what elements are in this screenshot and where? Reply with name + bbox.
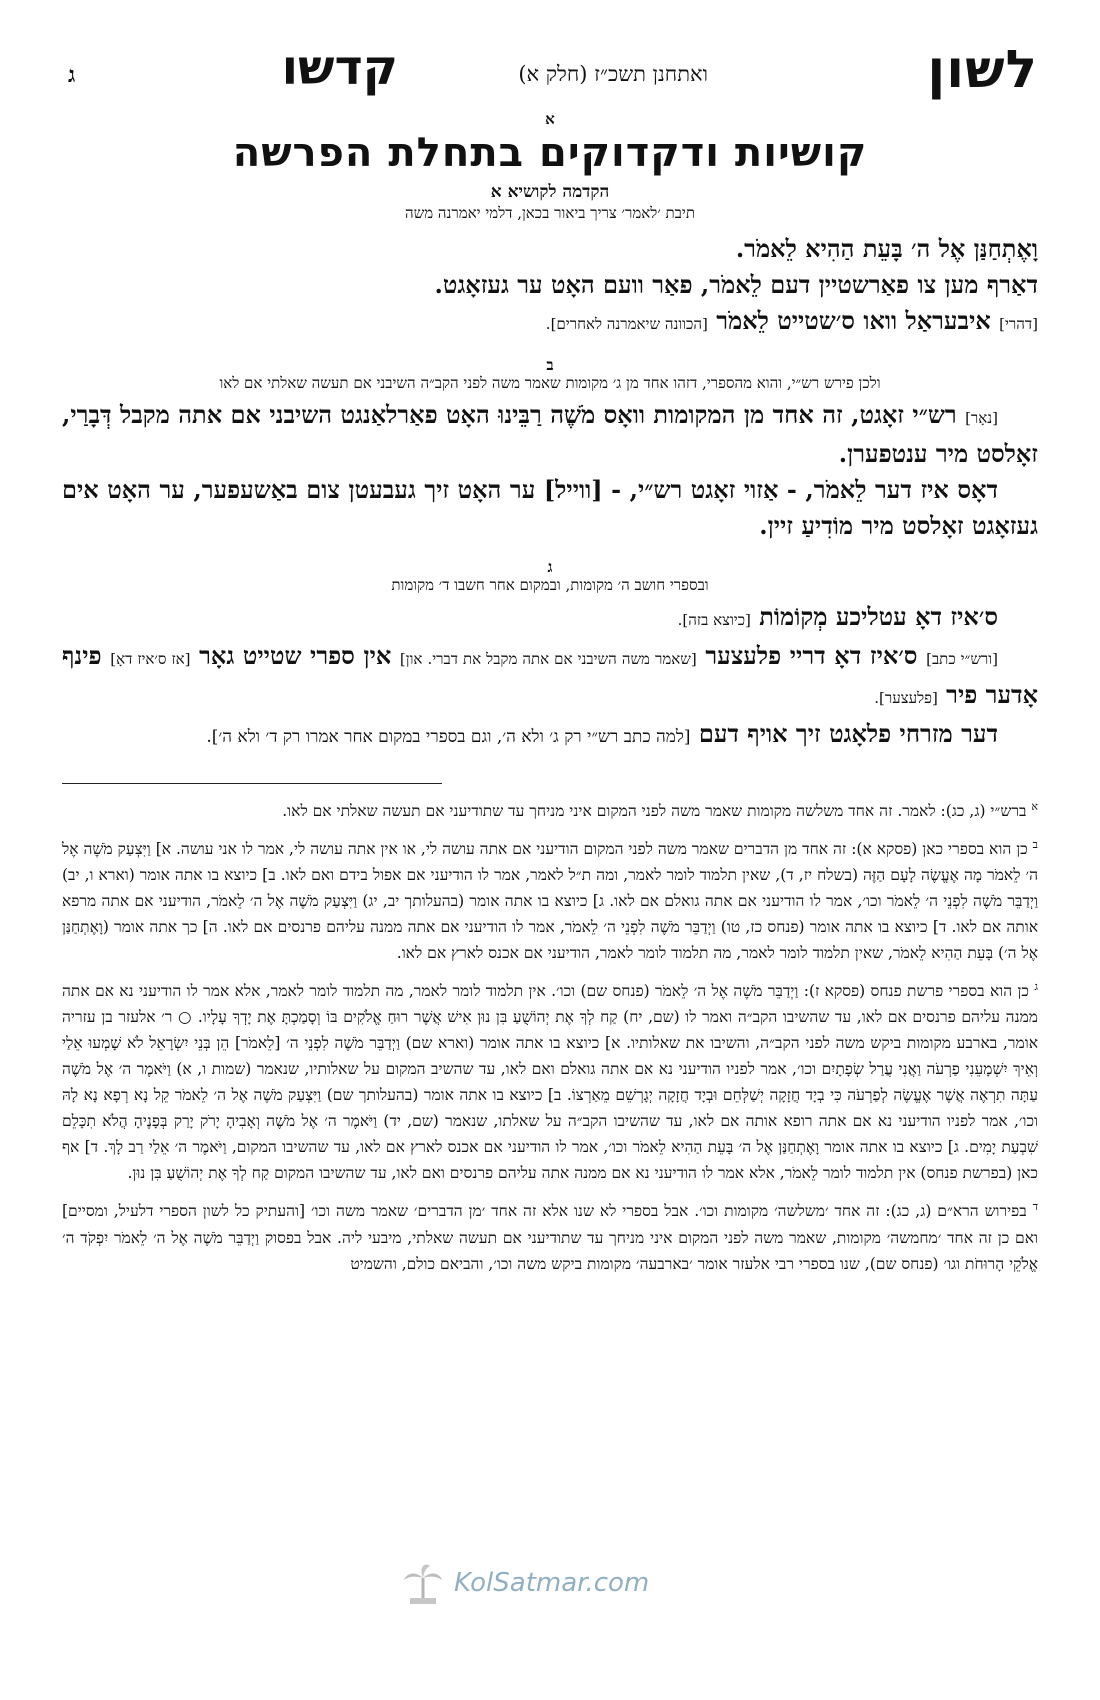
running-header	[62, 40, 1038, 110]
footnote-text: ברש״י (ג, כג): לאמר. זה אחד משלשה מקומות שאמר משה לפני המקום איני מניחך עד שתודיעני אם תעשה שאלתי אם לאו.	[282, 802, 1027, 821]
footnotes	[62, 794, 1038, 1277]
body-text: דער מזרחי פלאָגט זיך אויף דעם	[698, 719, 998, 748]
footnote-divider	[62, 783, 442, 784]
body-text: ס׳איז דאָ עטליכע מְקוֹמוֹת	[759, 602, 998, 631]
footnote	[62, 832, 1038, 966]
bracket-note: [ורש״י כתב]	[926, 650, 998, 668]
verse-text: וָאֶתְחַנַּן אֶל ה׳ בָּעֵת הַהִיא לֵאמֹר.	[735, 234, 1038, 263]
body-line	[62, 303, 1038, 342]
main-title: קושיות ודקדוקים בתחלת הפרשה	[232, 130, 868, 176]
subtitle: הקדמה לקושיא א	[490, 182, 610, 202]
page-number: ג	[68, 62, 76, 88]
footnote	[62, 794, 1038, 824]
bracket-note: [נאָר]	[965, 409, 999, 427]
bracket-note: [הכוונה שיאמרנה לאחרים].	[545, 315, 708, 333]
body-paragraph	[62, 638, 1038, 716]
footnote-text: כן הוא בספרי כאן (פסקא א): זה אחד מן הדברים שאמר משה לפני המקום הודיעני אם אתה עושה לי, או אין אתה עושה לי, אמר לו אני עושה. א] וַיִּצְעַק מֹשֶׁה אֶל ה׳ לֵאמֹר מָה אֶעֱשֶׂה לָעָם הַזֶּה (בשלח יז, ד), שאין תלמוד לומר לאמר, ומה ת״ל לאמר, אמר לו הודיעני אם אפול בידם ואם לאו. ב] כיוצא בו אתה אומר (וארא ו, יב) וַיְדַבֵּר מֹשֶׁה לִפְנֵי ה׳ לֵאמֹר וכו׳, אמר לו הודיעני אם אתה גואלם אם לאו. ג] כיוצא בו אתה אומר (בהעלותך יב, יג) וַיִּצְעַק מֹשֶׁה אֶל ה׳ לֵאמֹר, הודיעני אם אתה מרפא אותה אם לאו. ד] כיוצא בו אתה אומר (פנחס כז, טו) וַיְדַבֵּר מֹשֶׁה לִפְנֵי ה׳ לֵאמֹר, אמר לו הודיעני אם אתה ממנה עליהם פרנסים אם לאו. ה] כך אתה אומר (וָאֶתְחַנַּן אֶל ה׳) בָּעֵת הַהִיא לֵאמֹר, שאין תלמוד לומר לאמר, מה תלמוד לומר לאמר, הודיעני אם אכנס לארץ אם לאו.	[62, 840, 1038, 963]
verse-line	[62, 231, 1038, 267]
document-page	[62, 40, 1038, 1680]
section-intro: ולכן פירש רש״י, והוא מהספרי, דזהו אחד מן ג׳ מקומות שאמר משה לפני הקב״ה השיבני אם תעשה שאלתי אם לאו	[219, 374, 881, 392]
section-letter-b: ב	[546, 356, 554, 374]
footnote	[62, 1194, 1038, 1276]
body-text: ס׳איז דאָ דריי פלעצער	[705, 641, 918, 670]
body-paragraph	[62, 716, 1038, 755]
body-text: אין ספרי שטייט גאָר	[199, 641, 392, 670]
footnote-marker: ב	[1032, 838, 1038, 852]
bracket-note: [למה כתב רש״י רק ג׳ ולא ה׳, וגם בספרי במקום אחר אמרו רק ד׳ ולא ה׳].	[206, 727, 691, 747]
bracket-note: [פלעצער].	[874, 689, 938, 707]
bracket-note: [דהרי]	[999, 315, 1038, 333]
bracket-note: [אז ס׳איז דאָ]	[110, 650, 191, 668]
subtitle-note: תיבת ׳לאמר׳ צריך ביאור בכאן, דלמי יאמרנה משה	[405, 204, 695, 222]
body-text: רש״י זאָגט, זה אחד מן המקומות וואָס מֹשֶׁה רַבֵּינוּ האָט פאַרלאַנגט השיבני אם אתה מקבל דְּבָרַי, זאָלסט מיר ענטפערן.	[62, 400, 1038, 468]
body-text: איבעראַל וואו ס׳שטייט לֵאמֹר	[716, 306, 991, 335]
section-letter-a: א	[545, 110, 555, 128]
footnote-text: כן הוא בספרי פרשת פנחס (פסקא ז): וַיְדַבֵּר מֹשֶׁה אֶל ה׳ לֵאמֹר (פנחס שם) וכו׳. אין תלמוד לומר לאמר, מה תלמוד לומר לאמר, אלא אמר לו הודיעני נא אם אתה ממנה עליהם פרנסים אם לאו, עד שהשיבו הקב״ה ואמר לו (שם, יח) קַח לְךָ אֶת יְהוֹשֻׁעַ בִּן נוּן אִישׁ אֲשֶׁר רוּחַ אֱלֹקִים בּוֹ וְסָמַכְתָּ אֶת יָדְךָ עָלָיו. ○ ר׳ אלעזר בן עזריה אומר, בארבע מקומות ביקש משה לפני הקב״ה, והשיבו את שאלותיו. א] כיוצא בו אתה אומר (וארא שם) וַיְדַבֵּר מֹשֶׁה לִפְנֵי ה׳ [לֵאמֹר] הֵן בְּנֵי יִשְׂרָאֵל לֹא שָׁמְעוּ אֵלַי וְאֵיךְ יִשְׁמָעֵנִי פַרְעֹה וַאֲנִי עֲרַל שְׂפָתָיִם וכו׳, אמר לפניו הודיעני נא אם אתה גואלם ואם לאו, עד שהשיב המקום על שאלותיו, שנאמר (שמות ו, א) וַיֹּאמֶר ה׳ אֶל מֹשֶׁה עַתָּה תִרְאֶה אֲשֶׁר אֶעֱשֶׂה לְפַרְעֹה כִּי בְיָד חֲזָקָה יְשַׁלְּחֵם וּבְיָד חֲזָקָה יְגָרְשֵׁם מֵאַרְצוֹ. ב] כיוצא בו אתה אומר (בהעלותך שם) וַיִּצְעַק מֹשֶׁה אֶל ה׳ לֵאמֹר קֵל נָא רְפָא נָא לָהּ וכו׳, אמר לפניו הודיעני נא אם אתה רופא אותה אם לאו, עד שהשיבו הקב״ה על שאלתו, שנאמר (שם, יד) וַיֹּאמֶר ה׳ אֶל מֹשֶׁה וְאָבִיהָ יָרֹק יָרַק בְּפָנֶיהָ הֲלֹא תִכָּלֵם שִׁבְעַת יָמִים. ג] כיוצא בו אתה אומר וָאֶתְחַנַּן אֶל ה׳ בָּעֵת הַהִיא לֵאמֹר וכו׳, אמר לו הודיעני אם אכנס לארץ אם לאו, עד שהשיבו המקום, וַיֹּאמֶר ה׳ אֵלַי רַב לָךְ. ד] אף כאן (בפרשת פנחס) אין תלמוד לומר לֵאמֹר, אלא אמר לו הודיעני נא אם ממנה אתה עליהם פרנסים ואם לאו, עד שהשיבו המקום קַח לְךָ אֶת יְהוֹשֻׁעַ בִּן נוּן.	[62, 982, 1039, 1183]
footnote	[62, 974, 1038, 1186]
header-title-left: קדשו	[281, 40, 398, 96]
section-letter-c: ג	[547, 558, 553, 576]
header-parsha: ואתחנן תשכ״ז (חלק א)	[518, 62, 708, 86]
bracket-note: [שאמר משה השיבני אם אתה מקבל את דברי. און]	[399, 650, 697, 668]
body-line	[62, 599, 1038, 638]
bracket-note: [כיוצא בזה].	[677, 611, 751, 629]
footnote-text: בפירוש הרא״ם (ג, כג): זה אחד ׳משלשה׳ מקומות וכו׳. אבל בספרי לא שנו אלא זה אחד ׳מן הדברים׳ שאמר משה וכו׳ [והעתיק כל לשון הספרי דלעיל, ומסיים] ואם כן זה אחד ׳מחמשה׳ מקומות, שאמר משה לפני המקום איני מניחך עד שתודיעני אם תעשה שאלתי, מיבעי ליה. אבל בפסוק וַיְדַבֵּר מֹשֶׁה אֶל ה׳ לֵאמֹר יִפְקֹד ה׳ אֱלֹקֵי הָרוּחֹת וגו׳ (פנחס שם), שנו בספרי רבי אלעזר אומר ׳בארבעה׳ מקומות ביקש משה וכו׳, והביאם כולם, והשמיט	[62, 1202, 1038, 1273]
body-paragraph	[62, 472, 1038, 544]
header-title-right: לשון	[927, 40, 1038, 100]
body-paragraph	[62, 397, 1038, 472]
body-text: דאָס איז דער לֵאמֹר, - אַזוי זאָגט רש״י, - [ווייל] ער האָט זיך געבעטן צום באַשעפער, ער האָט אים געזאָגט זאָלסט מיר מוֹדִיעַ זיין.	[62, 475, 1038, 540]
palm-logo-icon	[400, 1560, 446, 1606]
body-line	[62, 267, 1038, 303]
footnote-marker: ד	[1032, 1200, 1038, 1214]
watermark-text: KolSatmar.com	[454, 1568, 650, 1598]
body-text: דאַרף מען צו פאַרשטיין דעם לֵאמֹר, פאַר וועם האָט ער געזאָגט.	[434, 270, 1038, 299]
footnote-marker: ג	[1034, 980, 1038, 994]
section-intro: ובספרי חושב ה׳ מקומות, ובמקום אחר חשבו ד׳ מקומות	[391, 576, 709, 594]
footnote-marker: א	[1031, 800, 1038, 813]
body-text: פינף אָדער פיר	[62, 641, 1038, 709]
watermark	[400, 1560, 649, 1606]
